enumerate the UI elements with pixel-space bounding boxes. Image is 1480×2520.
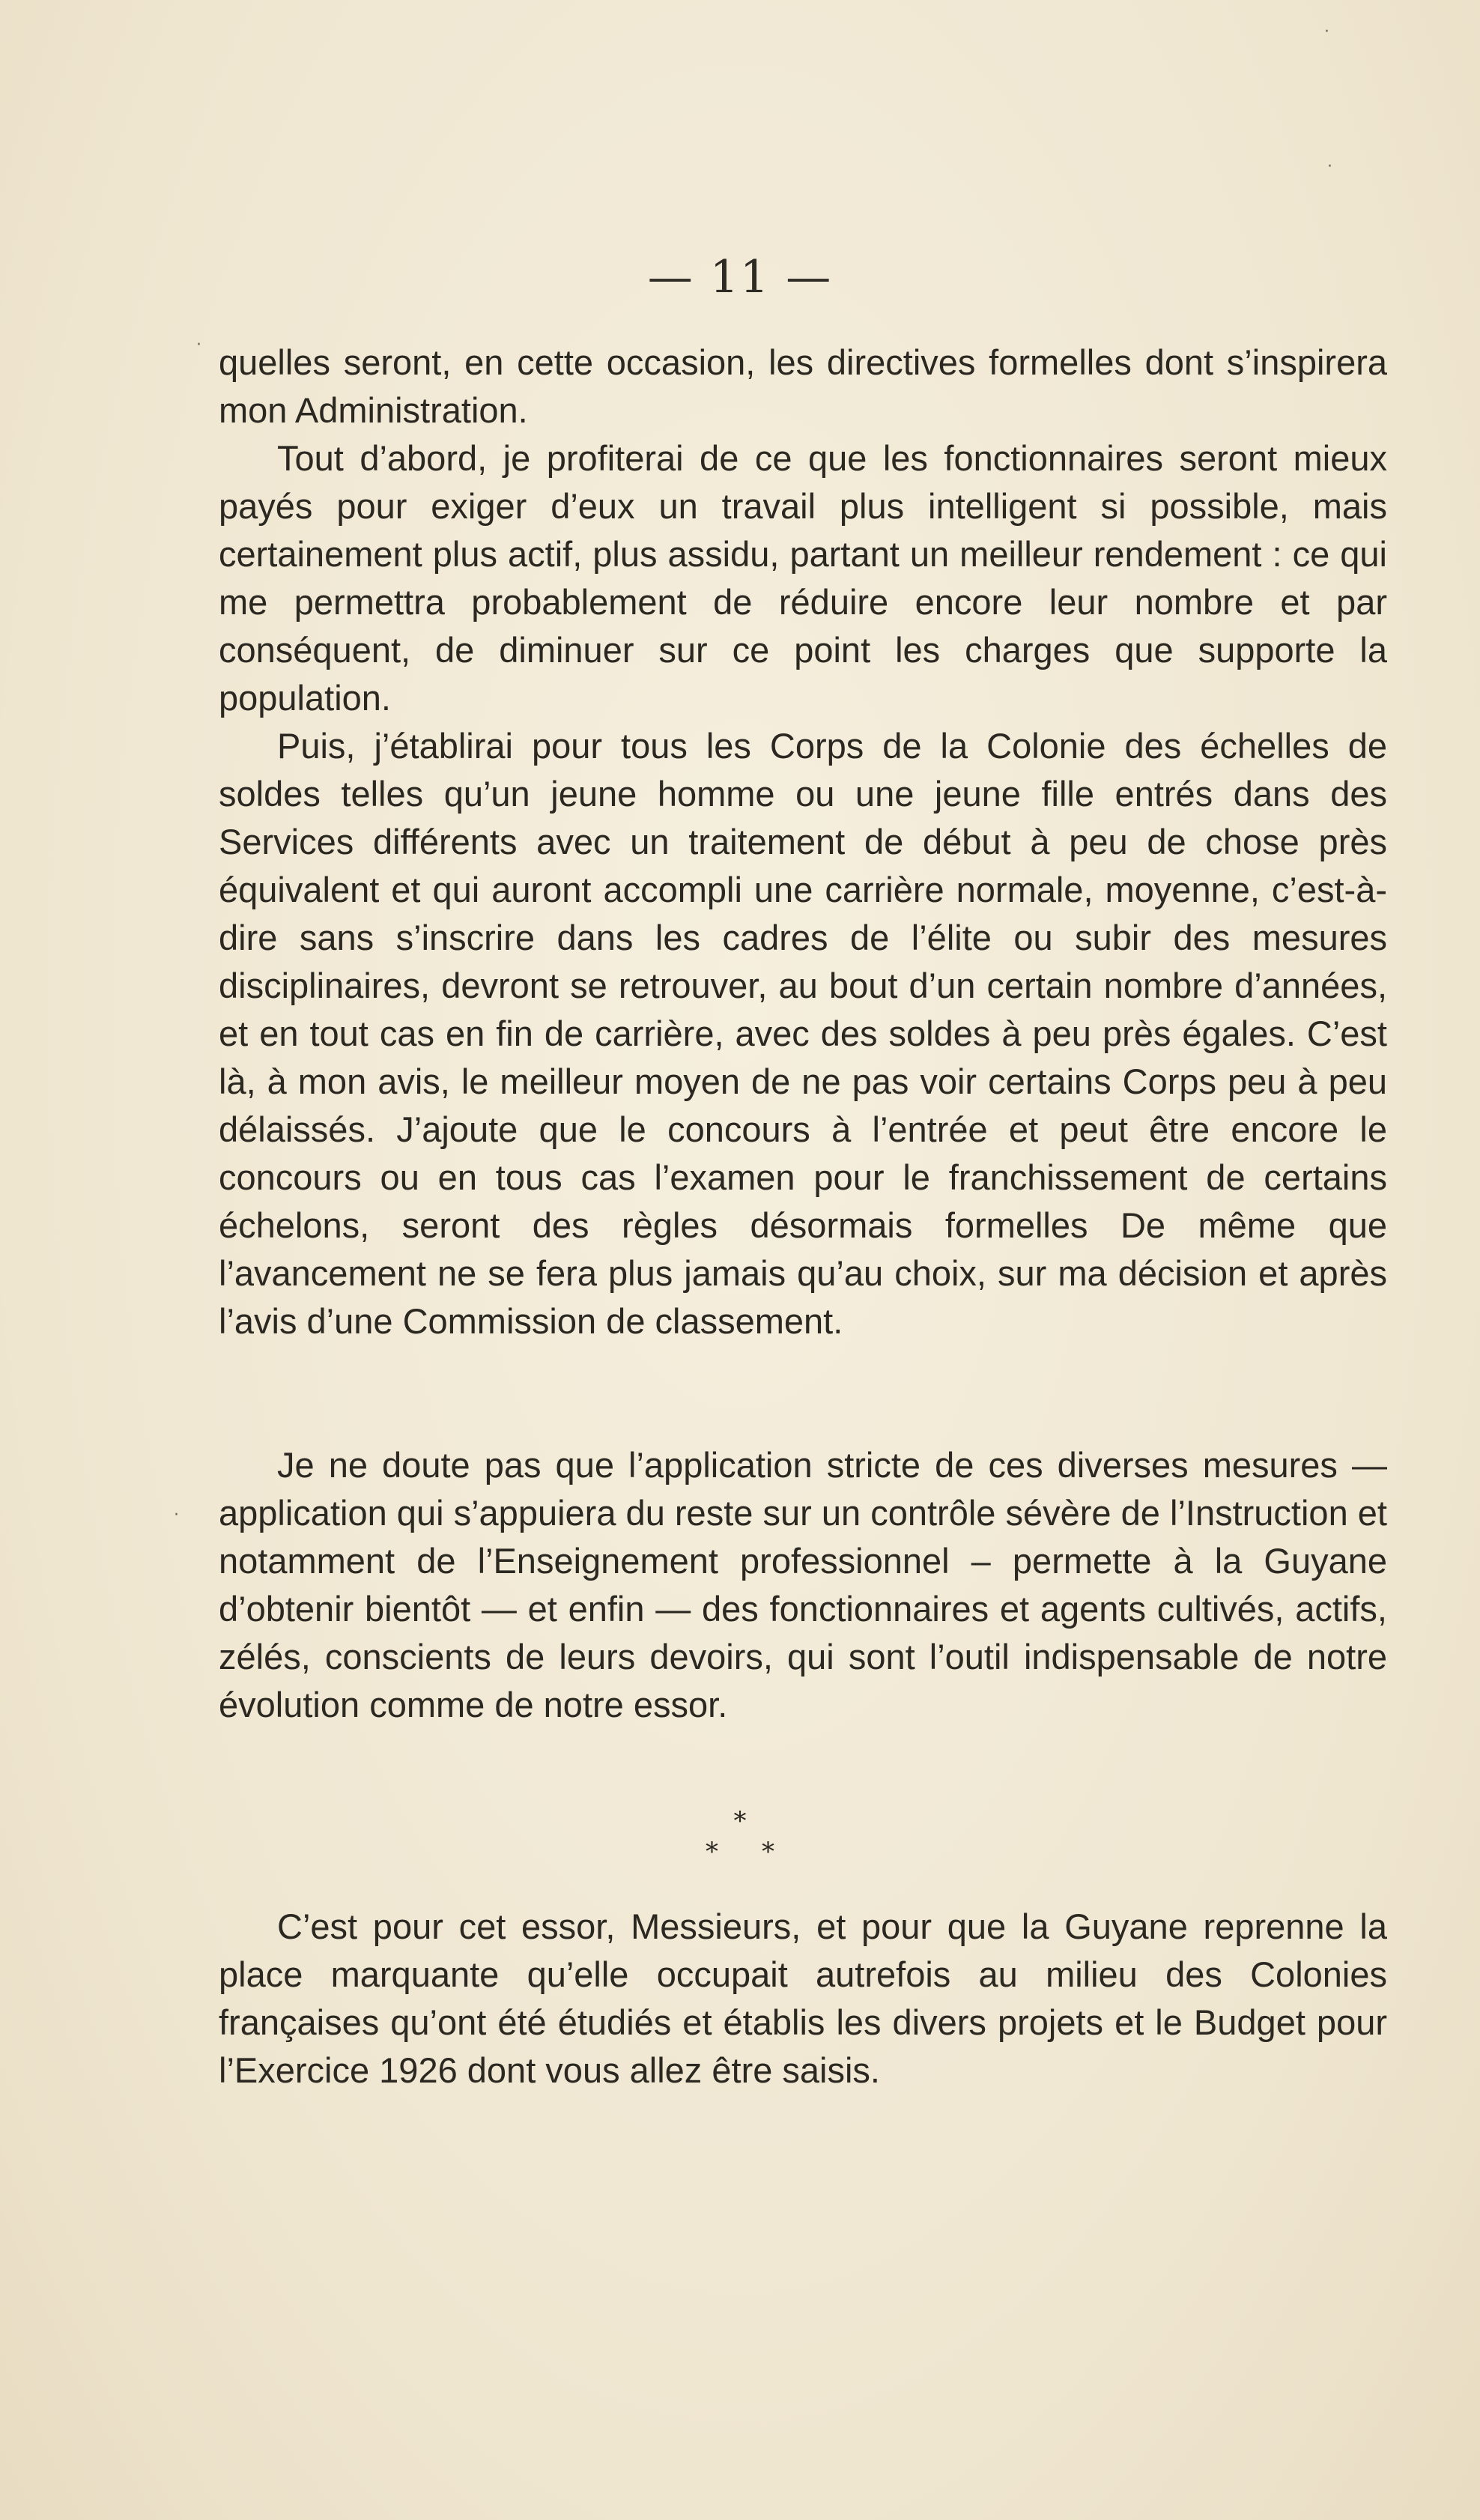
paper-speck: · bbox=[174, 1506, 179, 1524]
asterism-bottom: ** bbox=[706, 1837, 818, 1867]
asterism-top: * bbox=[733, 1806, 747, 1836]
paragraph-fonctionnaires: Tout d’abord, je profiterai de ce que les fonctionnaires seront mieux payés pour exiger d’eux un travail plus intelligent si possible, mais certainement plus actif, plus assidu, partant un meilleur rendement : ce qui me permettra probablement de réduire encore leur nombre et par conséquent, de diminuer sur ce point les charges que supporte la population. bbox=[219, 438, 1387, 718]
paper-speck: · bbox=[1327, 157, 1332, 176]
paper-speck: · bbox=[196, 336, 201, 354]
paragraph-budget-1926: C’est pour cet essor, Messieurs, et pour que la Guyane reprenne la place marquante qu’elle occupait autrefois au milieu des Colonies françaises qu’ont été étudiés et établis les divers projets et le Budget pour l’Exercice 1926 dont vous allez être saisis. bbox=[219, 1906, 1387, 2090]
paper-speck: · bbox=[1324, 22, 1329, 41]
page-number: — 11 — bbox=[647, 251, 833, 303]
paragraph-application-mesures: Je ne doute pas que l’application stricte de ces diverses mesures — application qui s’appuiera du reste sur un contrôle sévère de l’Instruction et notamment de l’Enseignement professionnel – permette à la Guyane d’obtenir bientôt — et enfin — des fonctionnaires et agents cultivés, actifs, zélés, conscients de leurs devoirs, qui sont l’outil indispensable de notre évolution comme de notre essor. bbox=[219, 1445, 1387, 1724]
paragraph-continuation: quelles seront, en cette occasion, les directives formelles dont s’inspirera mon Administration. bbox=[219, 342, 1387, 430]
paragraph-echelles-de-soldes: Puis, j’établirai pour tous les Corps de la Colonie des échelles de soldes telles qu’un jeune homme ou une jeune fille entrés dans des Services différents avec un traitement de début à peu de chose près équivalent et qui auront accompli une carrière normale, moyenne, c’est-à-dire sans s’inscrire dans les cadres de l’élite ou subir des mesures disciplinaires, devront se retrouver, au bout d’un certain nombre d’années, et en tout cas en fin de carrière, avec des soldes à peu près égales. C’est là, à mon avis, le meilleur moyen de ne pas voir certains Corps peu à peu délaissés. J’ajoute que le concours à l’entrée et peut être encore le concours ou en tous cas l’examen pour le franchissement de certains échelons, seront des règles désormais formelles De même que l’avancement ne se fera plus jamais qu’au choix, sur ma décision et après l’avis d’une Commission de classement. bbox=[219, 726, 1387, 1341]
